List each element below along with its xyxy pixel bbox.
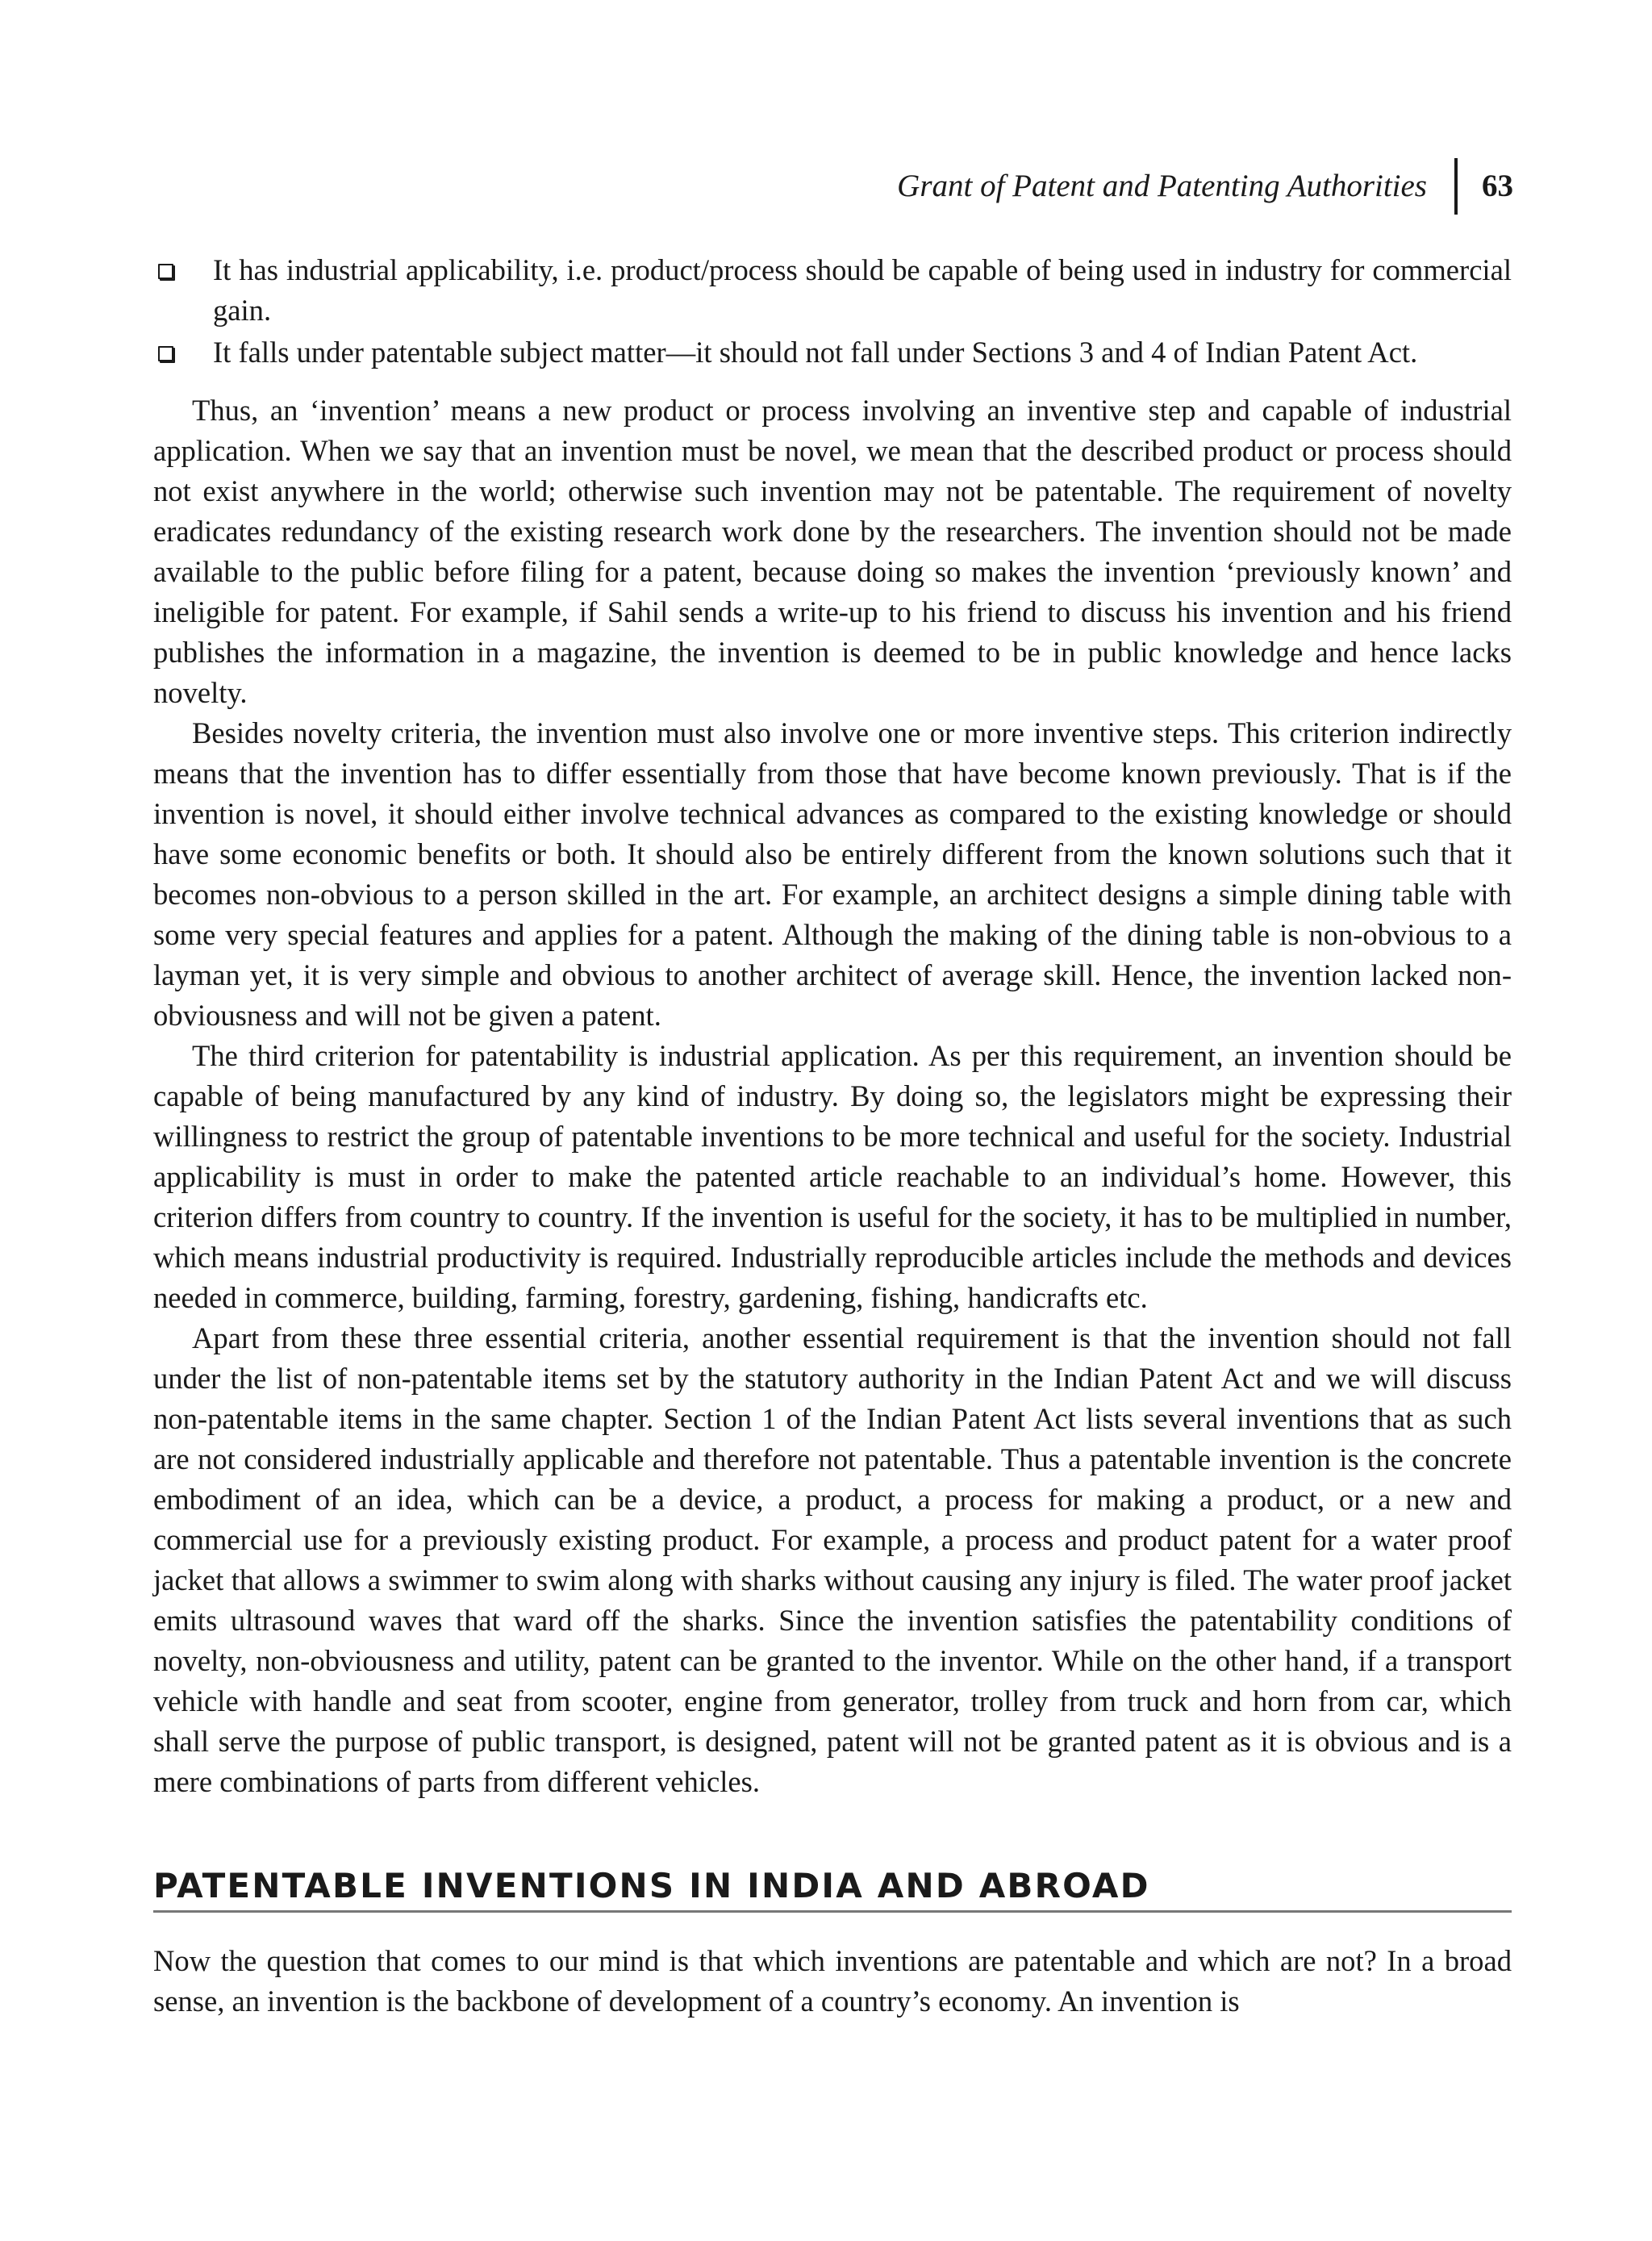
body-text bbox=[153, 390, 1512, 1802]
paragraph: The third criterion for patentability is industrial application. As per this requirement, an invention should be capable of being manufactured by any kind of industry. By doing so, the legislators might be expressing their willingness to restrict the group of patentable inventions to be more technical and useful for the society. Industrial applicability is must in order to make the patented article reachable to an individual’s home. However, this criterion differs from country to country. If the invention is useful for the society, it has to be multiplied in number, which means industrial productivity is required. Industrially reproducible articles include the methods and devices needed in commerce, building, farming, forestry, gardening, fishing, handicrafts etc. bbox=[153, 1039, 1512, 1314]
list-item-text: It falls under patentable subject matter—it should not fall under Sections 3 and 4 of Indian Patent Act. bbox=[213, 336, 1418, 369]
page-body bbox=[153, 250, 1512, 2022]
checkbox-square-icon bbox=[158, 264, 173, 279]
paragraph: Apart from these three essential criteria, another essential requirement is that the invention should not fall under the list of non-patentable items set by the statutory authority in the Indian Patent Act and we will discuss non-patentable items in the same chapter. Section 1 of the Indian Patent Act lists several inventions that as such are not considered industrially applicable and therefore not patentable. Thus a patentable invention is the concrete embodiment of an idea, which can be a device, a product, a process for making a product, or a new and commercial use for a previously existing product. For example, a process and product patent for a water proof jacket that allows a swimmer to swim along with sharks without causing any injury is filed. The water proof jacket emits ultrasound waves that ward off the sharks. Since the invention satisfies the patentability conditions of novelty, non-obviousness and utility, patent can be granted to the inventor. While on the other hand, if a transport vehicle with handle and seat from scooter, engine from generator, trolley from truck and horn from car, which shall serve the purpose of public transport, is designed, patent will not be granted patent as it is obvious and is a mere combinations of parts from different vehicles. bbox=[153, 1321, 1512, 1798]
list-item bbox=[153, 332, 1512, 373]
paragraph: Thus, an ‘invention’ means a new product or process involving an inventive step and capable of industrial application. When we say that an invention must be novel, we mean that the described product or process should not exist anywhere in the world; otherwise such invention may not be patentable. The requirement of novelty eradicates redundancy of the existing research work done by the researchers. The invention should not be made available to the public before filing for a patent, because doing so makes the invention ‘previously known’ and ineligible for patent. For example, if Sahil sends a write-up to his friend to discuss his invention and his friend publishes the information in a magazine, the invention is deemed to be in public knowledge and hence lacks novelty. bbox=[153, 394, 1512, 709]
criteria-list bbox=[153, 250, 1512, 373]
section-body bbox=[153, 1941, 1512, 2022]
running-title: Grant of Patent and Patenting Authorities bbox=[897, 169, 1427, 203]
paragraph: Now the question that comes to our mind is that which inventions are patentable and which are not? In a broad sense, an invention is the backbone of development of a country’s economy. An invention is bbox=[153, 1943, 1512, 2018]
list-item bbox=[153, 250, 1512, 331]
list-item-text: It has industrial applicability, i.e. product/process should be capable of being used in industry for commercial gain. bbox=[213, 253, 1512, 327]
paragraph: Besides novelty criteria, the invention must also involve one or more inventive steps. This criterion indirectly means that the invention has to differ essentially from those that have become known previously. That is if the invention is novel, it should either involve technical advances as compared to the existing knowledge or should have some economic benefits or both. It should also be entirely different from the known solutions such that it becomes non-obvious to a person skilled in the art. For example, an architect designs a simple dining table with some very special features and applies for a patent. Although the making of the dining table is non-obvious to a layman yet, it is very simple and obvious to another architect of average skill. Hence, the invention lacked non-obviousness and will not be given a patent. bbox=[153, 716, 1512, 1032]
checkbox-square-icon bbox=[158, 346, 173, 361]
page-number: 63 bbox=[1482, 169, 1513, 203]
running-head bbox=[897, 158, 1513, 215]
section-heading: PATENTABLE INVENTIONS IN INDIA AND ABROAD bbox=[153, 1865, 1512, 1913]
